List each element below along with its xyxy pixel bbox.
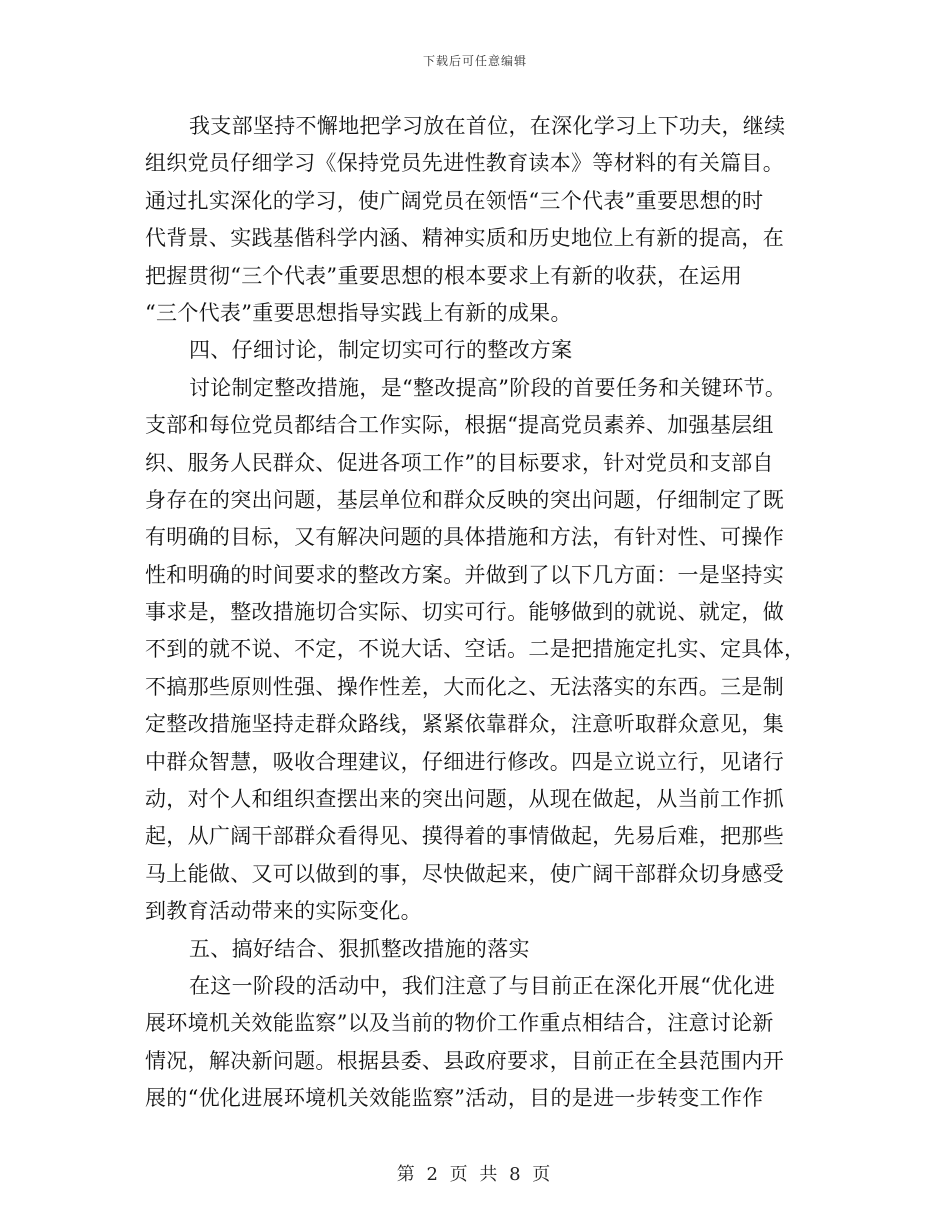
body-line: 有明确的目标，又有解决问题的具体措施和方法，有针对性、可操作 — [145, 525, 784, 550]
body-line: “三个代表”重要思想指导实践上有新的成果。 — [145, 300, 572, 325]
body-line: 情况，解决新问题。根据县委、县政府要求，目前正在全县范围内开 — [145, 1048, 784, 1073]
body-line: 讨论制定整改措施，是“整改提高”阶段的首要任务和关键环节。 — [189, 375, 787, 400]
body-line: 起，从广阔干部群众看得见、摸得着的事情做起，先易后难，把那些 — [145, 824, 784, 849]
body-line: 中群众智慧，吸收合理建议，仔细进行修改。四是立说立行，见诸行 — [145, 749, 784, 774]
body-line: 不到的就不说、不定，不说大话、空话。二是把措施定扎实、定具体， — [145, 637, 806, 662]
body-line: 不搞那些原则性强、操作性差，大而化之、无法落实的东西。三是制 — [145, 674, 784, 699]
body-line: 身存在的突出问题，基层单位和群众反映的突出问题，仔细制定了既 — [145, 487, 784, 512]
body-line: 展环境机关效能监察”以及当前的物价工作重点相结合，注意讨论新 — [145, 1011, 774, 1036]
page-header: 下载后可任意编辑 — [422, 54, 527, 68]
body-line: 通过扎实深化的学习，使广阔党员在领悟“三个代表”重要思想的时 — [145, 188, 764, 213]
section-heading: 四、仔细讨论，制定切实可行的整改方案 — [189, 338, 573, 363]
body-line: 在这一阶段的活动中，我们注意了与目前正在深化开展“优化进 — [189, 973, 776, 998]
body-line: 展的“优化进展环境机关效能监察”活动，目的是进一步转变工作作 — [145, 1086, 764, 1111]
body-line: 到教育活动带来的实际变化。 — [145, 899, 422, 924]
body-line: 动，对个人和组织查摆出来的突出问题，从现在做起，从当前工作抓 — [145, 787, 784, 812]
body-line: 性和明确的时间要求的整改方案。并做到了以下几方面：一是坚持实 — [145, 562, 784, 587]
body-line: 组织党员仔细学习《保持党员先进性教育读本》等材料的有关篇目。 — [145, 151, 784, 176]
body-line: 事求是，整改措施切合实际、切实可行。能够做到的就说、就定，做 — [145, 600, 784, 625]
page-number-footer: 第 2 页 共 8 页 — [396, 1164, 554, 1185]
document-body — [145, 108, 807, 1118]
body-line: 我支部坚持不懈地把学习放在首位，在深化学习上下功夫，继续 — [189, 114, 786, 138]
body-line: 把握贯彻“三个代表”重要思想的根本要求上有新的收获，在运用 — [145, 263, 743, 288]
body-line: 支部和每位党员都结合工作实际，根据“提高党员素养、加强基层组 — [145, 413, 774, 438]
body-line: 织、服务人民群众、促进各项工作”的目标要求，针对党员和支部自 — [145, 450, 774, 475]
body-line: 马上能做、又可以做到的事，尽快做起来，使广阔干部群众切身感受 — [145, 861, 784, 886]
body-line: 代背景、实践基偕科学内涵、精神实质和历史地位上有新的提高，在 — [145, 226, 784, 251]
section-heading: 五、搞好结合、狠抓整改措施的落实 — [189, 936, 530, 961]
body-line: 定整改措施坚持走群众路线，紧紧依靠群众，注意听取群众意见，集 — [145, 712, 784, 737]
